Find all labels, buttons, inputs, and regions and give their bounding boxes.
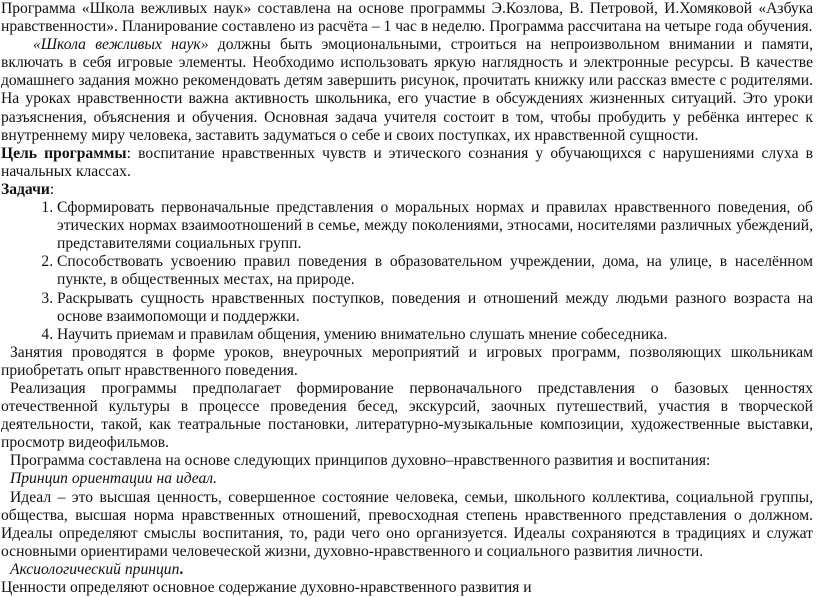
task-item: 4. Научить приемам и правилам общения, умению внимательно слушать мнение собеседника. [57, 326, 813, 344]
approach-text: должны быть эмоциональными, строиться на непроизвольном внимании и памяти, включать в себя игровые элементы. Необходимо использовать яркую наглядность и электронные ресурсы. В качестве домашнего задания можно рекомендовать детям завершить рисунок, прочитать книжку или рассказ вместе с родителями. На уроках нравственности важна активность школьника, его участие в обсуждениях жизненных ситуаций. Это уроки разъяснения, объяснения и обучения. Основная задача учителя состоит в том, чтобы пробудить у ребёнка интерес к внутреннему миру человека, заставить задуматься о себе и своих поступках, их нравственной сущности. [1, 36, 814, 144]
realization-paragraph: Реализация программы предполагает формирование первоначального представления о базовых ценностях отечественной культуры в процессе проведения бесед, экскурсий, заочных путешествий, участия в творческой деятельности, такой, как театральные постановки, литературно-музыкальные композиции, художественные выставки, просмотр видеофильмов. [1, 379, 813, 452]
task-item: 3. Раскрывать сущность нравственных поступков, поведения и отношений между людьми разного возраста на основе взаимопомощи и поддержки. [57, 290, 813, 326]
approach-paragraph [1, 36, 813, 145]
principle-2-heading [1, 561, 813, 579]
forms-paragraph: Занятия проводятся в форме уроков, внеурочных мероприятий и игровых программ, позволяющих школьникам приобретать опыт нравственного поведения. [1, 343, 813, 379]
task-item: 2. Способствовать усвоению правил поведения в образовательном учреждении, дома, на улице, в населённом пункте, в общественных местах, на природе. [57, 253, 813, 289]
principle-1-title: Принцип ориентации на идеал. [10, 470, 217, 488]
last-line: Ценности определяют основное содержание духовно-нравственного развития и [1, 579, 532, 596]
goal-paragraph [1, 145, 813, 181]
program-title-italic: «Школа вежливых наук» [33, 36, 209, 54]
intro-paragraph: Программа «Школа вежливых наук» составлена на основе программы Э.Козлова, В. Петровой, И.Хомяковой «Азбука нравственности». Планирование составлено из расчёта – 1 час в неделю. Программа рассчитана на четыре года обучения. [1, 0, 813, 36]
goal-text: : воспитание нравственных чувств и этического сознания у обучающихся с нарушениями слуха в начальных классах. [1, 144, 813, 180]
principle-2-dot: . [179, 560, 184, 578]
tasks-list [1, 199, 813, 344]
principle-1-text: Идеал – это высшая ценность, совершенное состояние человека, семьи, школьного коллектива, социальной группы, общества, высшая норма нравственных отношений, превосходная степень нравственного представления о должном. Идеалы определяют смыслы воспитания, то, ради чего оно организуется. Идеалы сохраняются в традициях и служат основными ориентирами человеческой жизни, духовно-нравственного и социального развития личности. [1, 488, 813, 560]
task-item: 1. Сформировать первоначальные представления о моральных нормах и правилах нравственного поведения, об этических нормах взаимоотношений в семье, между поколениями, этносами, носителями различных убеждений, представителями социальных групп. [57, 199, 813, 253]
tasks-heading [1, 181, 813, 199]
principles-intro: Программа составлена на основе следующих принципов духовно–нравственного развития и воспитания: [10, 452, 711, 470]
principle-2-title: Аксиологический принцип [10, 560, 180, 578]
tasks-label: Задачи [1, 180, 50, 198]
goal-label: Цель программы [1, 144, 127, 162]
tasks-colon: : [49, 180, 55, 198]
